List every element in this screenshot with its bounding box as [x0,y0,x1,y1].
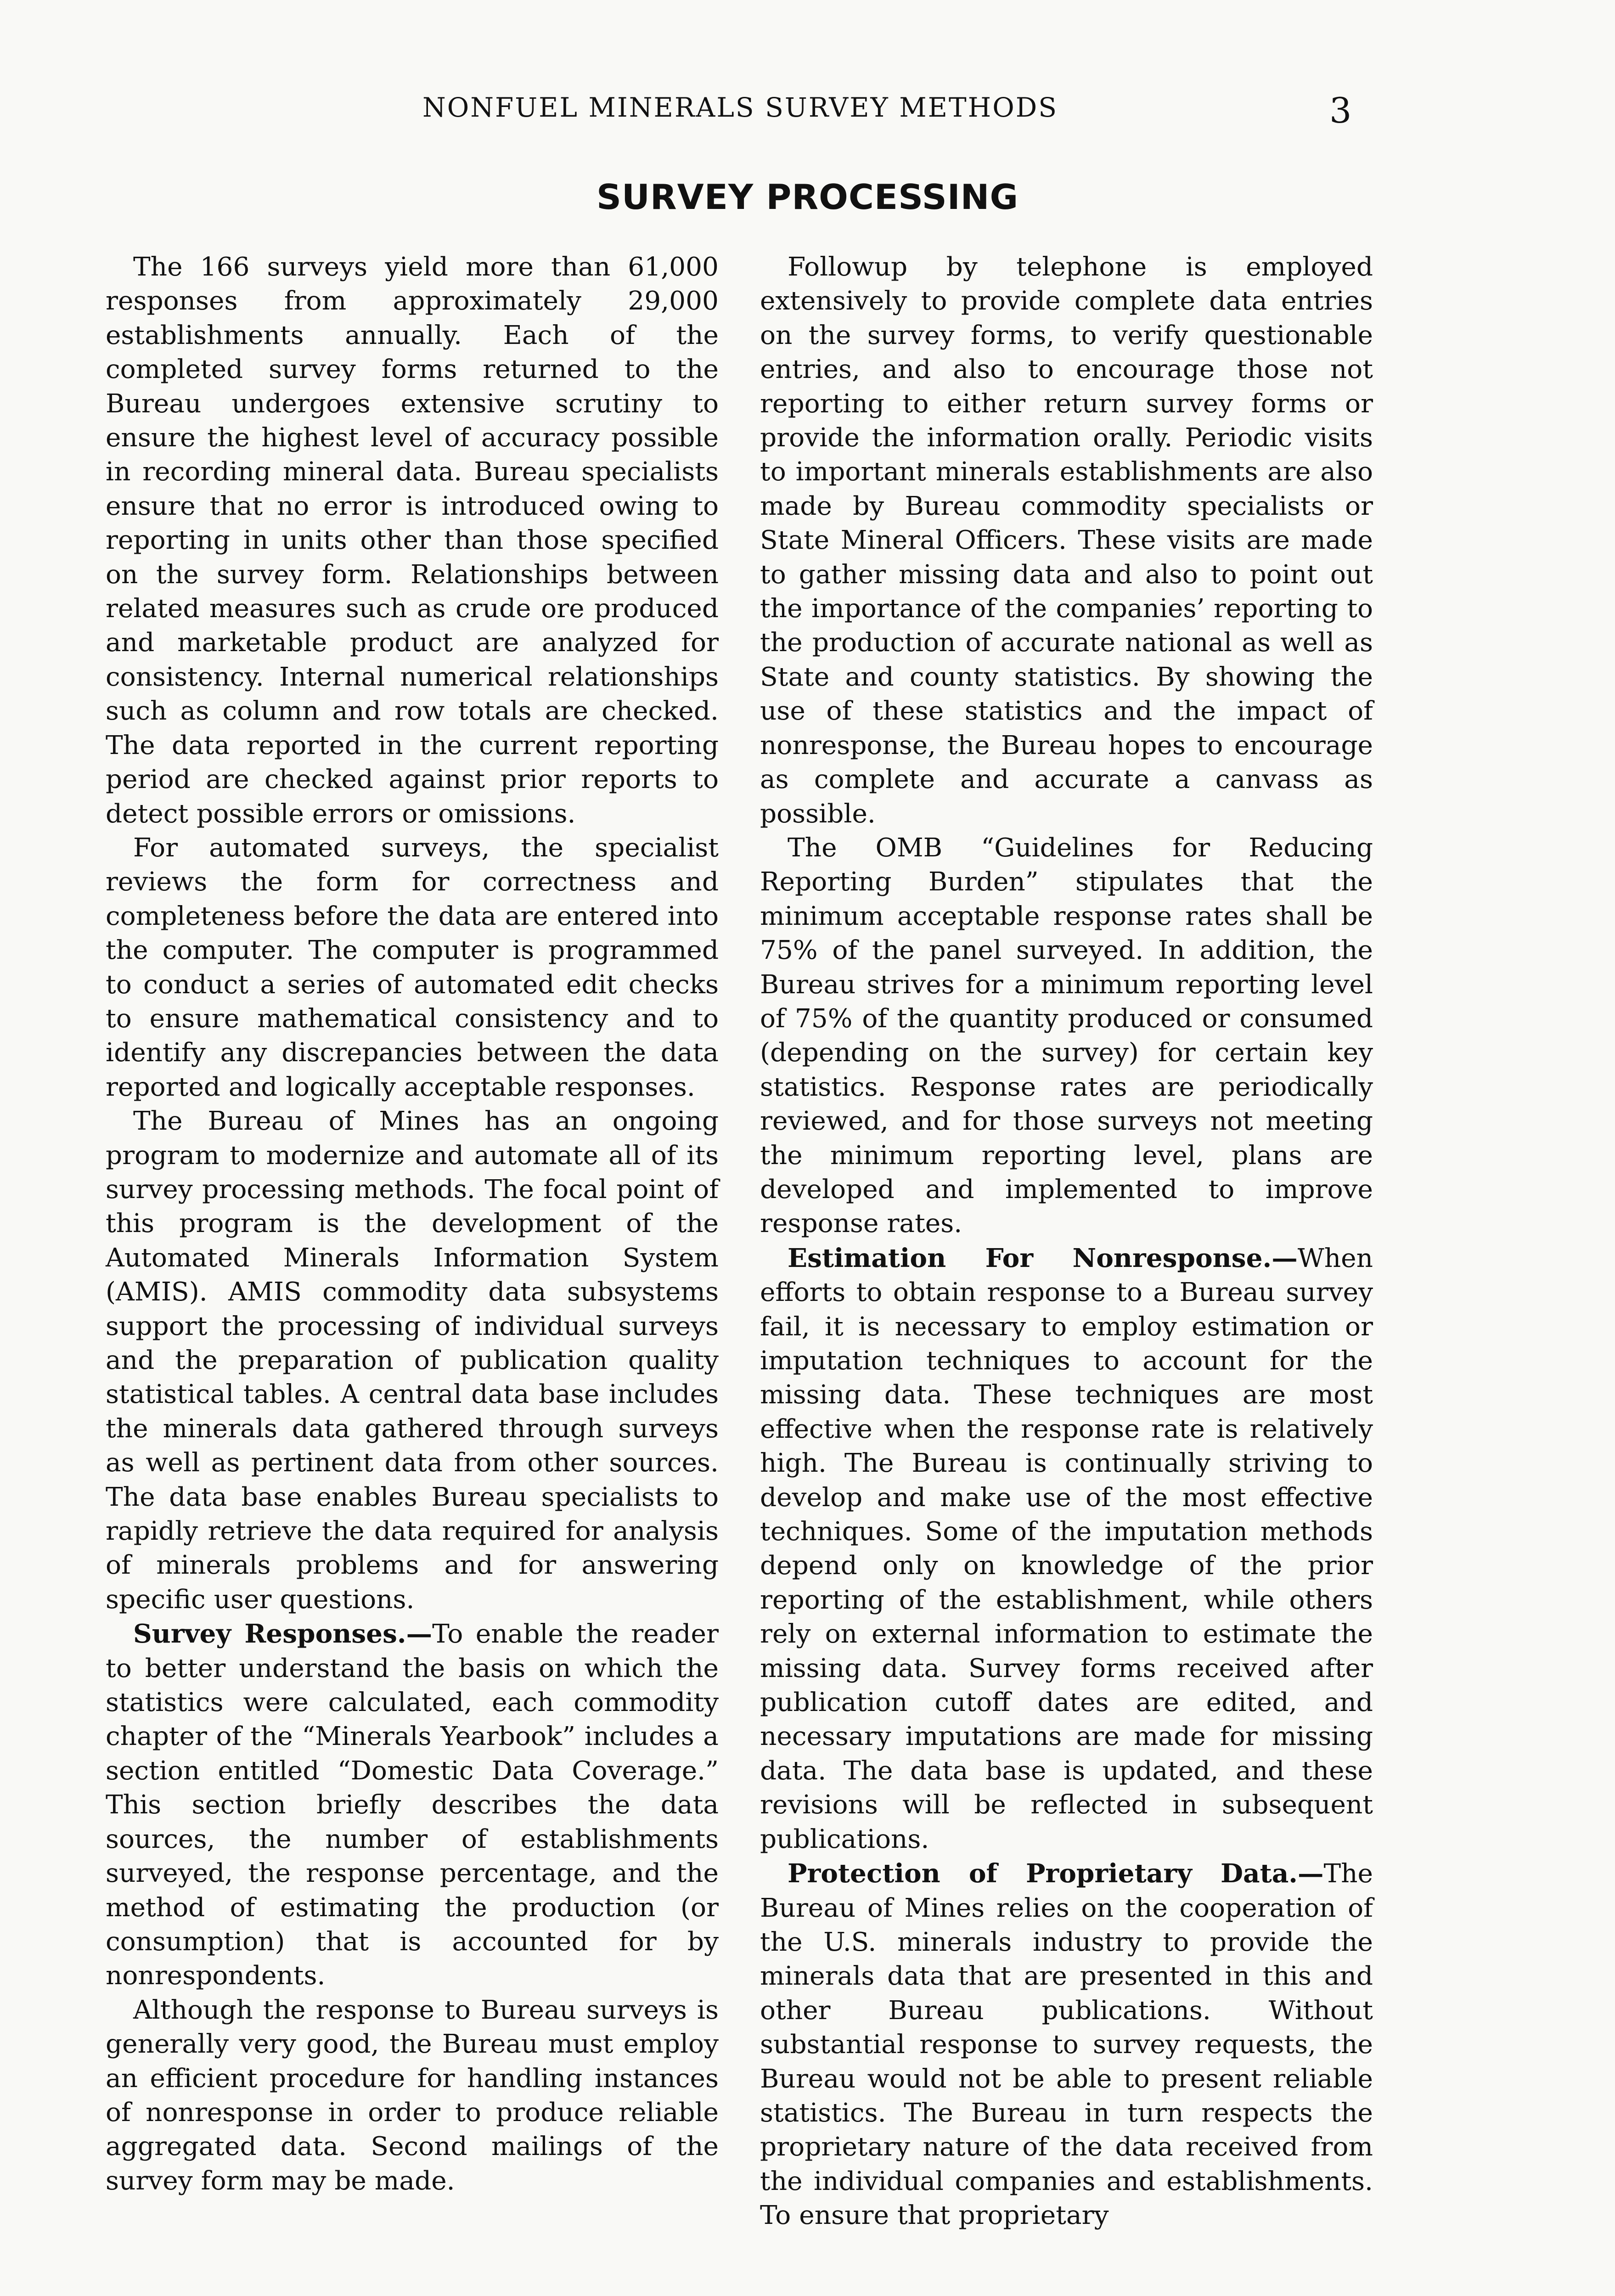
paragraph-followup-telephone: Followup by telephone is employed extensively to provide complete data entries on the survey forms, to verify questionable entries, and also to encourage those not reporting to either return survey forms or provide the information orally. Periodic visits to important minerals establishments are also made by Bureau commodity specialists or State Mineral Officers. These visits are made to gather missing data and also to point out the importance of the companies’ reporting to the production of accurate national as well as State and county statistics. By showing the use of these statistics and the impact of nonresponse, the Bureau hopes to encourage as complete and accurate a canvass as possible. [760,252,1373,829]
page-number: 3 [1329,90,1352,131]
right-column [760,250,1373,2233]
running-header: NONFUEL MINERALS SURVEY METHODS [422,92,1058,123]
paragraph-body: The Bureau of Mines relies on the cooperation of the U.S. minerals industry to provide the minerals data that are presented in this and other Bureau publications. Without substantial response to survey requests, the Bureau would not be able to present reliable statistics. The Bureau in turn respects the proprietary nature of the data received from the individual companies and establishments. To ensure that proprietary [760,1859,1373,2231]
paragraph-estimation-nonresponse [760,1241,1373,1857]
paragraph-nonresponse-procedure: Although the response to Bureau surveys is generally very good, the Bureau must employ an efficient procedure for handling instances of nonresponse in order to produce reliable aggregated data. Second mailings of the survey form may be made. [106,1995,719,2196]
paragraph-survey-scrutiny: The 166 surveys yield more than 61,000 responses from approximately 29,000 establishments annually. Each of the completed survey forms returned to the Bureau undergoes extensive scrutiny to ensure the highest level of accuracy possible in recording mineral data. Bureau specialists ensure that no error is introduced owing to reporting in units other than those specified on the survey form. Relationships between related measures such as crude ore produced and marketable product are analyzed for consistency. Internal numerical relationships such as column and row totals are checked. The data reported in the current reporting period are checked against prior reports to detect possible errors or omissions. [106,252,719,829]
run-in-heading-survey-responses: Survey Responses.— [133,1619,433,1649]
run-in-heading-proprietary: Protection of Proprietary Data.— [788,1858,1324,1889]
run-in-heading-estimation: Estimation For Nonresponse.— [788,1243,1298,1273]
paragraph-body: When efforts to obtain response to a Bureau survey fail, it is necessary to employ estimation or imputation techniques to account for the missing data. These techniques are most effective when the response rate is relatively high. The Bureau is continually striving to develop and make use of the most effective techniques. Some of the imputation methods depend only on knowledge of the prior reporting of the establishment, while others rely on external information to estimate the missing data. Survey forms received after publication cutoff dates are edited, and necessary imputations are made for missing data. The data base is updated, and these revisions will be reflected in subsequent publications. [760,1243,1373,1854]
paragraph-survey-responses [106,1617,719,1993]
paragraph-proprietary-data [760,1857,1373,2233]
left-column [106,250,719,2198]
paragraph-body: To enable the reader to better understand the basis on which the statistics were calculated, each commodity chapter of the “Minerals Yearbook” includes a section entitled “Domestic Data Coverage.” This section briefly describes the data sources, the number of establishments surveyed, the response percentage, and the method of estimating the production (or consumption) that is accounted for by nonrespondents. [106,1619,719,1991]
paragraph-automated-surveys: For automated surveys, the specialist reviews the form for correctness and completeness before the data are entered into the computer. The computer is programmed to conduct a series of automated edit checks to ensure mathematical consistency and to identify any discrepancies between the data reported and logically acceptable responses. [106,833,719,1102]
paragraph-amis-program: The Bureau of Mines has an ongoing program to modernize and automate all of its survey processing methods. The focal point of this program is the development of the Automated Minerals Information System (AMIS). AMIS commodity data subsystems support the processing of individual surveys and the preparation of publication quality statistical tables. A central data base includes the minerals data gathered through surveys as well as pertinent data from other sources. The data base enables Bureau specialists to rapidly retrieve the data required for analysis of minerals problems and for answering specific user questions. [106,1106,719,1615]
section-title: SURVEY PROCESSING [596,177,1019,217]
paragraph-omb-guidelines: The OMB “Guidelines for Reducing Reporting Burden” stipulates that the minimum acceptable response rates shall be 75% of the panel surveyed. In addition, the Bureau strives for a minimum reporting level of 75% of the quantity produced or consumed (depending on the survey) for certain key statistics. Response rates are periodically reviewed, and for those surveys not meeting the minimum reporting level, plans are developed and implemented to improve response rates. [760,833,1373,1239]
